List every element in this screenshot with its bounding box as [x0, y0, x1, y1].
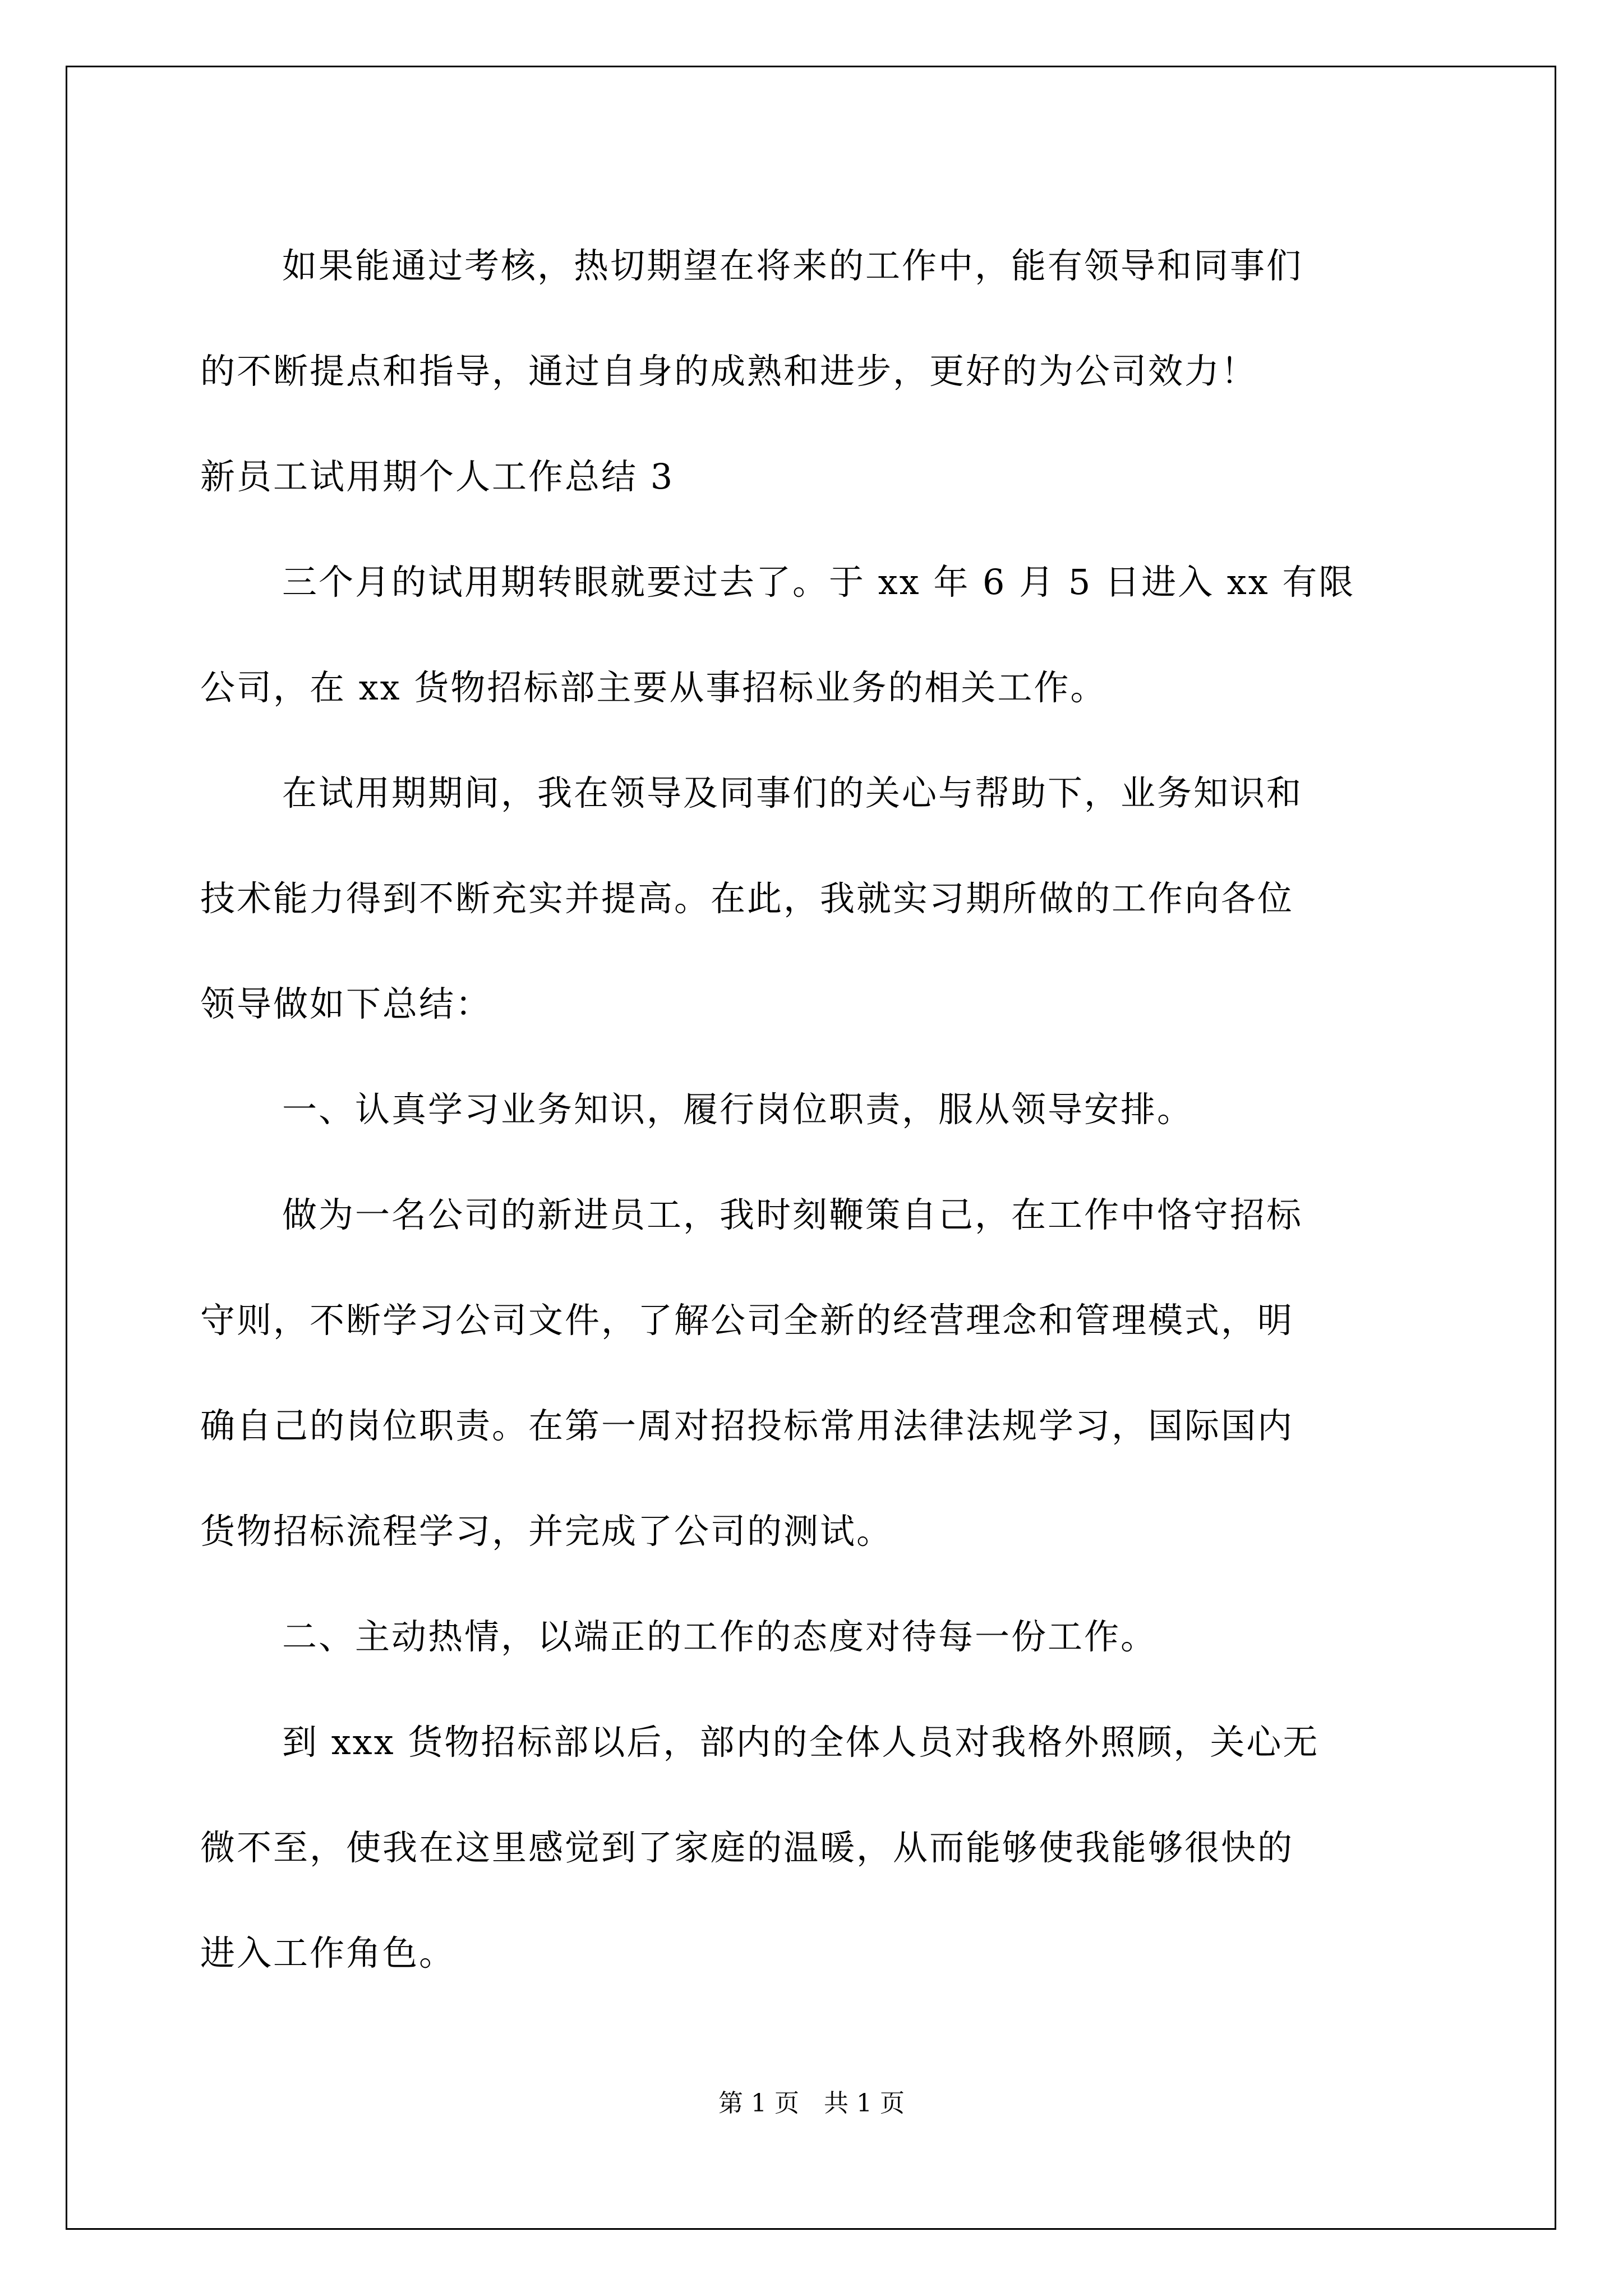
paragraph-line: 在试用期期间，我在领导及同事们的关心与帮助下，业务知识和 — [282, 772, 1303, 813]
paragraph-line: 到 xxx 货物招标部以后，部内的全体人员对我格外照顾，关心无 — [282, 1722, 1320, 1763]
paragraph-line: 微不至，使我在这里感觉到了家庭的温暖，从而能够使我能够很快的 — [200, 1827, 1294, 1868]
paragraph-line: 守则，不断学习公司文件，了解公司全新的经营理念和管理模式，明 — [200, 1300, 1294, 1341]
paragraph-line: 货物招标流程学习，并完成了公司的测试。 — [200, 1511, 893, 1552]
paragraph-line: 三个月的试用期转眼就要过去了。于 xx 年 6 月 5 日进入 xx 有限 — [282, 562, 1355, 602]
paragraph-line: 的不断提点和指导，通过自身的成熟和进步，更好的为公司效力！ — [200, 351, 1258, 392]
document-body — [200, 213, 1423, 2006]
paragraph-line: 进入工作角色。 — [200, 1932, 456, 1973]
paragraph-line: 确自己的岗位职责。在第一周对招投标常用法律法规学习，国际国内 — [200, 1405, 1294, 1446]
paragraph-line: 如果能通过考核，热切期望在将来的工作中，能有领导和同事们 — [282, 245, 1303, 286]
paragraph-line: 领导做如下总结： — [200, 983, 492, 1024]
paragraph-line: 公司，在 xx 货物招标部主要从事招标业务的相关工作。 — [200, 667, 1107, 708]
page-footer: 第 1 页 共 1 页 — [718, 2089, 905, 2118]
paragraph-line: 做为一名公司的新进员工，我时刻鞭策自己，在工作中恪守招标 — [282, 1194, 1303, 1235]
subheading-line: 二、主动热情，以端正的工作的态度对待每一份工作。 — [282, 1616, 1158, 1657]
section-heading: 新员工试用期个人工作总结 3 — [200, 456, 675, 497]
paragraph-line: 技术能力得到不断充实并提高。在此，我就实习期所做的工作向各位 — [200, 878, 1294, 919]
subheading-line: 一、认真学习业务知识，履行岗位职责，服从领导安排。 — [282, 1089, 1194, 1130]
